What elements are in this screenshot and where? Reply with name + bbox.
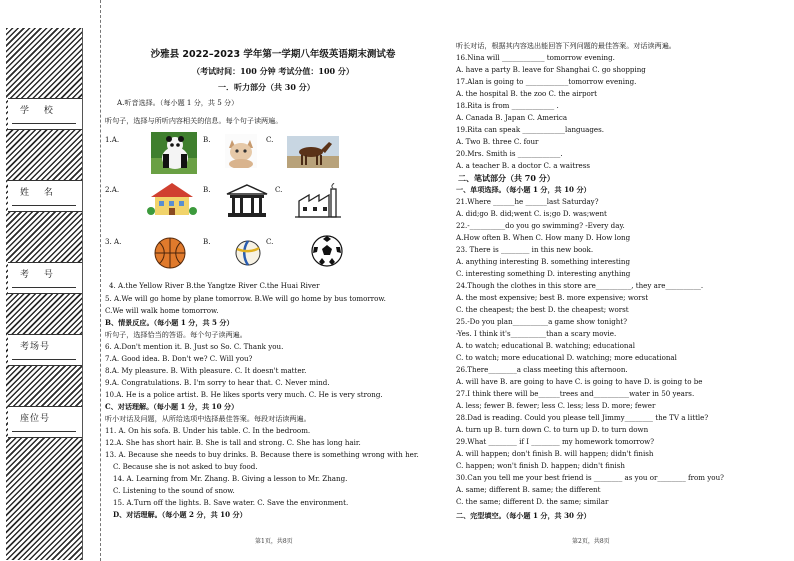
q25-options-cd: C. to watch; more educational D. watching; more educational [456, 353, 677, 362]
kitten-picture [225, 134, 257, 168]
exam-no-line [12, 287, 76, 288]
exam-title: 沙雅县 2022–2023 学年第一学期八年级英语期末测试卷 [150, 49, 396, 60]
basketball-picture [153, 236, 187, 270]
q24-stem: 24.Though the clothes in this store are__________, they are__________. [456, 281, 704, 290]
q7-options: 7.A. Good idea. B. Don't we? C. Will you? [105, 354, 253, 363]
q29-options-ab: A. will happen; don't finish B. will happen; didn't finish [456, 449, 654, 458]
section-c-instruction: 听小对话及问题，从所给选项中选择最佳答案。每段对话读两遍。 [105, 414, 311, 423]
section-e-heading: 一、单项选择。（每小题 1 分，共 10 分） [456, 185, 591, 194]
q3-c-label: C. [266, 237, 274, 246]
q13-options: 13. A. Because she needs to buy drinks. B. Because there is something wrong with her. [105, 450, 419, 459]
seat-line [12, 431, 76, 432]
q29-stem: 29.What ________ if I ________ my homework tomorrow? [456, 437, 655, 446]
room-field [8, 334, 82, 366]
q25-stem-reply: -Yes. I think it's__________than a scary movie. [456, 329, 617, 338]
name-field [8, 180, 82, 212]
horse-picture [287, 136, 339, 168]
section-c-heading: C、对话理解。（每小题 1 分，共 10 分） [105, 402, 239, 411]
panda-picture [151, 132, 197, 174]
part1-heading: 一．听力部分（共 30 分） [218, 82, 315, 92]
q30-options-ab: A. same; different B. same; the different [456, 485, 601, 494]
q18-options: A. Canada B. Japan C. America [456, 113, 568, 122]
part2-heading: 二、笔试部分（共 70 分） [458, 173, 555, 183]
q21-stem: 21.Where ______he ______last Saturday? [456, 197, 599, 206]
section-f-heading: 二、完型填空。（每小题 1 分，共 30 分） [456, 511, 591, 520]
exam-no-label: 考 号 [20, 270, 59, 280]
exam-subtitle: （考试时间：100 分钟 考试分值：100 分） [192, 66, 354, 76]
soccer-ball-picture [310, 234, 344, 268]
section-a-instruction: 听句子，选择与所听内容相关的信息。每个句子读两遍。 [105, 116, 283, 125]
q1-b-label: B. [203, 135, 211, 144]
q25-options-ab: A. to watch; educational B. watching; educational [456, 341, 635, 350]
q28-options: A. turn up B. turn down C. to turn up D. to turn down [456, 425, 649, 434]
section-d-heading: D、对话理解。（每小题 2 分，共 10 分） [113, 510, 247, 519]
q8-options: 8.A. My pleasure. B. With pleasure. C. It doesn't matter. [105, 366, 307, 375]
q23-options-ab: A. anything interesting B. something interesting [456, 257, 631, 266]
q27-options: A. less; fewer B. fewer; less C. less; less D. more; fewer [456, 401, 656, 410]
q28-stem: 28.Dad is reading. Could you please tell Jimmy________ the TV a little? [456, 413, 709, 422]
q23-options-cd: C. interesting something D. interesting anything [456, 269, 631, 278]
seat-label: 座位号 [20, 414, 51, 424]
q30-options-cd: C. the same; different D. the same; similar [456, 497, 609, 506]
q29-options-cd: C. happen; won't finish D. happen; didn't finish [456, 461, 625, 470]
name-line [12, 205, 76, 206]
q20-options: A. a teacher B. a doctor C. a waitress [456, 161, 590, 170]
library-picture [225, 183, 269, 219]
q24-options-ab: A. the most expensive; best B. more expensive; worst [456, 293, 649, 302]
q5-options: 5. A.We will go home by plane tomorrow. B.We will go home by bus tomorrow. [105, 294, 386, 303]
q26-stem: 26.There________a class meeting this afternoon. [456, 365, 628, 374]
q1-label: 1.A. [105, 135, 120, 144]
name-label: 姓 名 [20, 188, 59, 198]
q23-stem: 23. There is ________ in this new book. [456, 245, 594, 254]
q12-options: 12.A. She has short hair. B. She is tall and strong. C. She has long hair. [105, 438, 361, 447]
q15-options: 15. A.Turn off the lights. B. Save water. C. Save the environment. [113, 498, 349, 507]
page-footer-left: 第1页，共8页 [255, 538, 293, 545]
school-label: 学 校 [20, 106, 59, 116]
q10-options: 10.A. He is a police artist. B. He likes sports very much. C. He is very strong. [105, 390, 383, 399]
q30-stem: 30.Can you tell me your best friend is ________ as you or________ from you? [456, 473, 724, 482]
q1-c-label: C. [266, 135, 274, 144]
section-d-instruction: 听长对话，根据其内容选出能回答下列问题的最佳答案。对话读两遍。 [456, 41, 676, 50]
q2-label: 2.A. [105, 185, 120, 194]
exam-no-field [8, 262, 82, 294]
q25-stem: 25.-Do you plan__________a game show tonight? [456, 317, 628, 326]
q6-options: 6. A.Don't mention it. B. Just so So. C. Thank you. [105, 342, 284, 351]
section-b-heading: B、情景反应。（每小题 1 分，共 5 分） [105, 318, 234, 327]
q3-label: 3. A. [105, 237, 122, 246]
q18-stem: 18.Rita is from ____________ . [456, 101, 559, 110]
q21-options: A. did;go B. did;went C. is;go D. was;went [456, 209, 607, 218]
q17-stem: 17.Alan is going to ____________tomorrow evening. [456, 77, 637, 86]
q5-option-c: C.We will walk home tomorrow. [105, 306, 219, 315]
section-a-heading: A.听音选择。（每小题 1 分，共 5 分） [117, 98, 239, 107]
q2-b-label: B. [203, 185, 211, 194]
q27-stem: 27.I think there will be______trees and__________water in 50 years. [456, 389, 695, 398]
q16-options: A. have a party B. leave for Shanghai C. go shopping [456, 65, 646, 74]
school-field [8, 98, 82, 130]
q20-stem: 20.Mrs. Smith is ____________. [456, 149, 563, 158]
q24-options-cd: C. the cheapest; the best D. the cheapest; worst [456, 305, 629, 314]
q16-stem: 16.Nina will ____________ tomorrow evening. [456, 53, 615, 62]
q13-option-c: C. Because she is not asked to buy food. [113, 462, 258, 471]
q11-options: 11. A. On his sofa. B. Under his table. C. In the bedroom. [105, 426, 311, 435]
q17-options: A. the hospital B. the zoo C. the airport [456, 89, 598, 98]
q26-options: A. will have B. are going to have C. is going to have D. is going to be [456, 377, 703, 386]
section-b-instruction: 听句子，选择恰当的答语。每个句子读两遍。 [105, 330, 247, 339]
page-footer-right: 第2页，共8页 [572, 538, 610, 545]
room-line [12, 359, 76, 360]
q14-option-c: C. Listening to the sound of snow. [113, 486, 235, 495]
factory-picture [295, 183, 341, 219]
q14-options: 14. A. Learning from Mr. Zhang. B. Giving a lesson to Mr. Zhang. [113, 474, 348, 483]
q3-b-label: B. [203, 237, 211, 246]
q22-options: A.How often B. When C. How many D. How long [456, 233, 631, 242]
q9-options: 9.A. Congratulations. B. I'm sorry to hear that. C. Never mind. [105, 378, 330, 387]
q19-options: A. Two B. three C. four [456, 137, 539, 146]
q4-options: 4. A.the Yellow River B.the Yangtze River C.the Huai River [109, 281, 320, 290]
q22-stem: 22.-__________do you go swimming? -Every day. [456, 221, 625, 230]
seat-field [8, 406, 82, 438]
school-line [12, 123, 76, 124]
q2-c-label: C. [275, 185, 283, 194]
school-building-picture [147, 181, 197, 221]
volleyball-picture [235, 240, 261, 266]
room-label: 考场号 [20, 342, 51, 352]
q19-stem: 19.Rita can speak ____________languages. [456, 125, 605, 134]
fold-line [100, 0, 101, 561]
